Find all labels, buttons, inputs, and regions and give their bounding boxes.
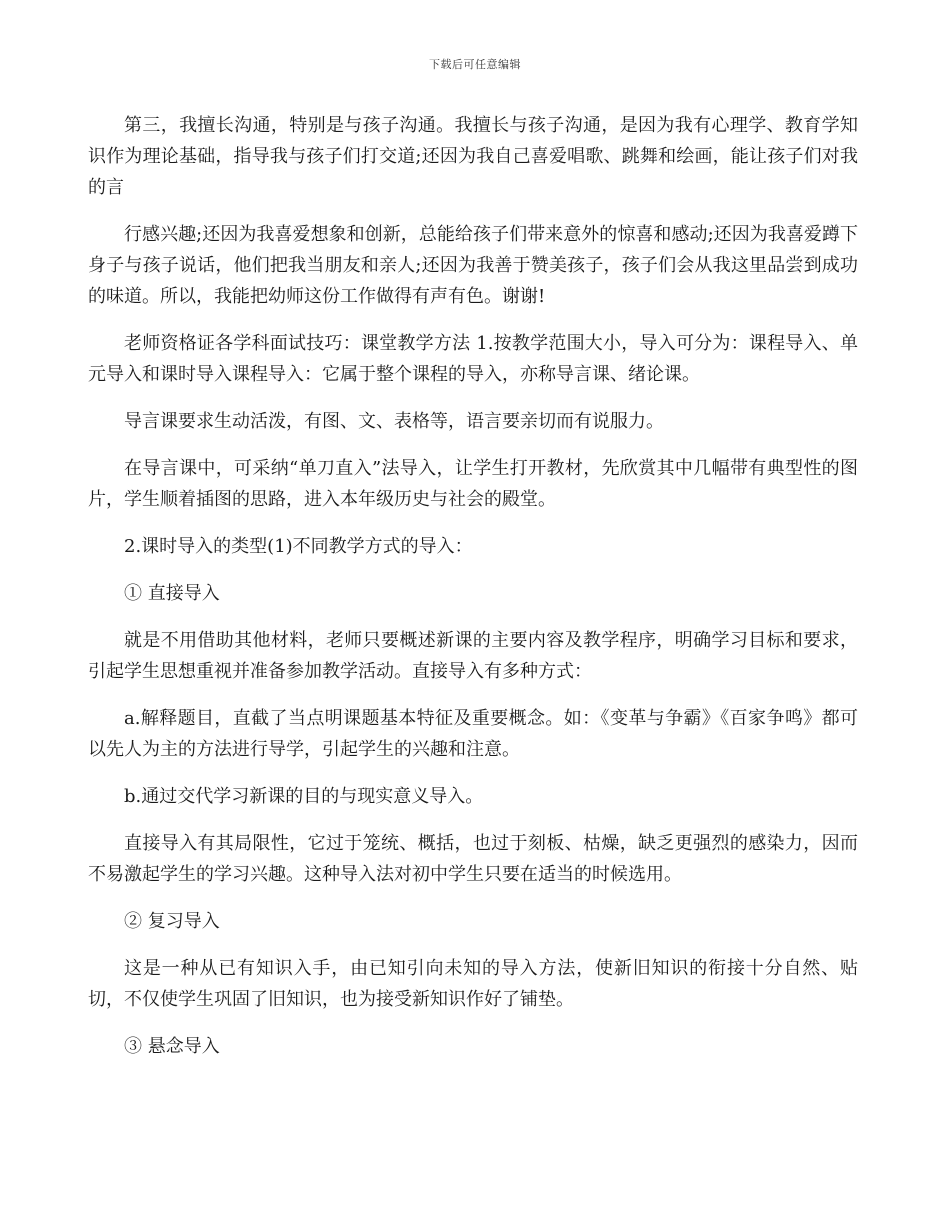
- heading-review-intro: ② 复习导入: [124, 911, 220, 932]
- paragraph-lesson-intro-types: 2.课时导入的类型(1)不同教学方式的导入：: [124, 536, 473, 557]
- document-body: [88, 110, 858, 1078]
- paragraph-intro-lesson-example: 在导言课中，可采纳“单刀直入”法导入，让学生打开教材，先欣赏其中几幅带有典型性的图片，学生顺着插图的思路，进入本年级历史与社会的殿堂。: [88, 458, 858, 510]
- paragraph-intro-lesson-requirements: 导言课要求生动活泼，有图、文、表格等，语言要亲切而有说服力。: [124, 411, 664, 432]
- paragraph-direct-intro-b: b.通过交代学习新课的目的与现实意义导入。: [124, 786, 484, 807]
- paragraph-strength-communication: 第三，我擅长沟通，特别是与孩子沟通。我擅长与孩子沟通，是因为我有心理学、教育学知识作为理论基础，指导我与孩子们打交道;还因为我自己喜爱唱歌、跳舞和绘画，能让孩子们对我的言: [88, 115, 858, 198]
- paragraph-direct-intro-description: 就是不用借助其他材料，老师只要概述新课的主要内容及教学程序，明确学习目标和要求，引起学生思想重视并准备参加教学活动。直接导入有多种方式：: [88, 630, 858, 682]
- heading-suspense-intro: ③ 悬念导入: [124, 1036, 220, 1057]
- page-header: 下载后可任意编辑: [429, 58, 521, 71]
- paragraph-interest-creativity: 行感兴趣;还因为我喜爱想象和创新，总能给孩子们带来意外的惊喜和感动;还因为我喜爱蹲下身子与孩子说话，他们把我当朋友和亲人;还因为我善于赞美孩子，孩子们会从我这里品尝到成功的味道。所以，我能把幼师这份工作做得有声有色。谢谢!: [88, 224, 858, 307]
- paragraph-direct-intro-limitation: 直接导入有其局限性，它过于笼统、概括，也过于刻板、枯燥，缺乏更强烈的感染力，因而不易激起学生的学习兴趣。这种导入法对初中学生只要在适当的时候选用。: [88, 833, 858, 885]
- paragraph-direct-intro-a: a.解释题目，直截了当点明课题基本特征及重要概念。如：《变革与争霸》《百家争鸣》都可以先人为主的方法进行导学，引起学生的兴趣和注意。: [88, 708, 858, 760]
- heading-direct-intro: ① 直接导入: [124, 583, 220, 604]
- paragraph-interview-tips: 老师资格证各学科面试技巧：课堂教学方法 1.按教学范围大小，导入可分为：课程导入、单元导入和课时导入课程导入：它属于整个课程的导入，亦称导言课、绪论课。: [88, 333, 858, 385]
- paragraph-review-intro-description: 这是一种从已有知识入手，由已知引向未知的导入方法，使新旧知识的衔接十分自然、贴切，不仅使学生巩固了旧知识，也为接受新知识作好了铺垫。: [88, 958, 858, 1010]
